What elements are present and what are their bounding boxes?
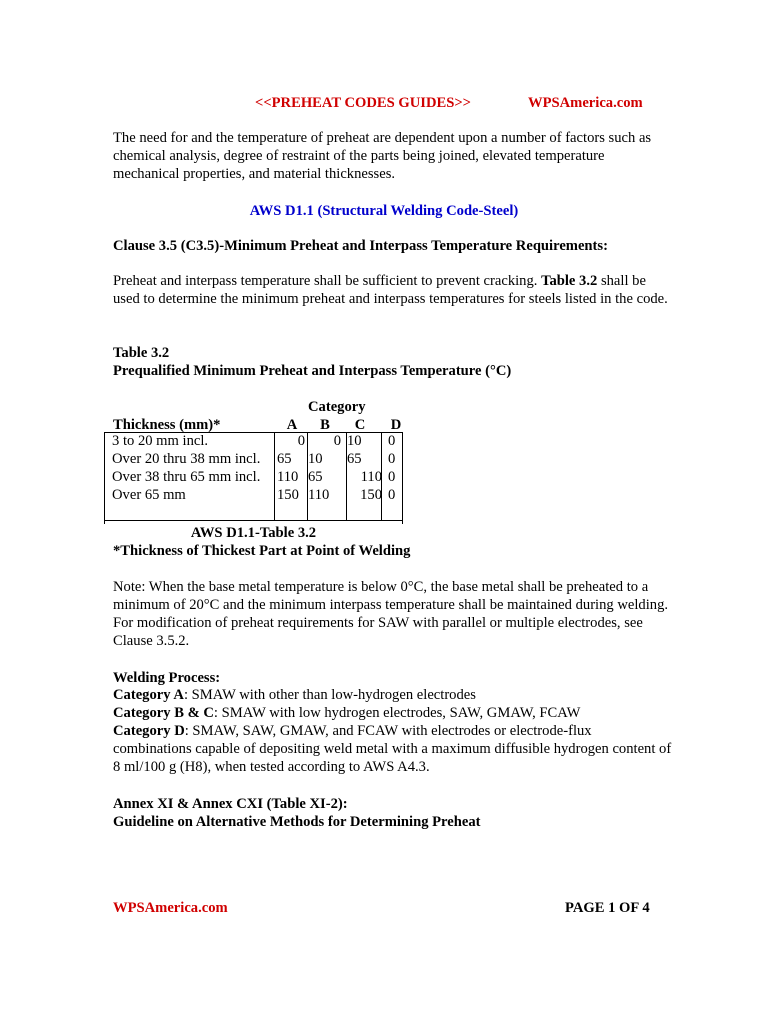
header-site-link[interactable]: WPSAmerica.com: [528, 95, 643, 111]
thickness-header: Thickness (mm)*: [113, 417, 221, 433]
cell-a: 110: [277, 469, 299, 485]
preheat-table-ref: Table 3.2: [541, 273, 598, 289]
clause-heading: Clause 3.5 (C3.5)-Minimum Preheat and Interpass Temperature Requirements:: [113, 238, 608, 254]
preheat-text-before: Preheat and interpass temperature shall be sufficient to prevent cracking.: [113, 273, 542, 289]
table-footnote: *Thickness of Thickest Part at Point of Welding: [113, 543, 411, 559]
column-header-a: A: [286, 417, 298, 433]
footer-site-link[interactable]: WPSAmerica.com: [113, 900, 228, 916]
cell-b: 110: [308, 487, 330, 503]
row-label: Over 20 thru 38 mm incl.: [112, 451, 261, 467]
cell-d: 0: [388, 469, 396, 485]
table-border-bottom: [104, 520, 403, 521]
cell-a: 0: [297, 433, 305, 449]
cell-b: 65: [308, 469, 323, 485]
category-bc-item: [113, 704, 673, 722]
annex-subheading: Guideline on Alternative Methods for Determining Preheat: [113, 814, 481, 830]
category-header: Category: [308, 399, 366, 415]
page-number: PAGE 1 OF 4: [565, 900, 650, 916]
category-a-item: [113, 686, 673, 704]
row-label: Over 38 thru 65 mm incl.: [112, 469, 261, 485]
cell-a: 65: [277, 451, 292, 467]
cell-d: 0: [388, 433, 396, 449]
table-label: Table 3.2: [113, 345, 170, 361]
column-header-d: D: [390, 417, 402, 433]
cell-c: 65: [347, 451, 362, 467]
table-row: [104, 450, 403, 468]
table-row: [104, 486, 403, 504]
category-a-text: : SMAW with other than low-hydrogen electrodes: [183, 687, 476, 703]
table-row: [104, 468, 403, 486]
row-label: Over 65 mm: [112, 487, 186, 503]
table-title: Prequalified Minimum Preheat and Interpass Temperature (°C): [113, 363, 512, 379]
cell-c: 110: [360, 469, 382, 485]
category-a-label: Category A: [113, 687, 184, 703]
category-d-label: Category D: [113, 723, 185, 739]
preheat-table: [104, 432, 403, 524]
table-row: [104, 432, 403, 450]
category-d-text: : SMAW, SAW, GMAW, and FCAW with electrodes or electrode-flux combinations capable of depositing weld metal with a maximum diffusible hydrogen content of 8 ml/100 g (H8), when tested according to AWS A4.3.: [113, 723, 672, 775]
cell-a: 150: [277, 487, 299, 503]
header-title: <<PREHEAT CODES GUIDES>>: [255, 95, 471, 111]
preheat-text-after: shall be used to determine the minimum preheat and interpass temperatures for steels listed in the code.: [113, 273, 668, 307]
row-label: 3 to 20 mm incl.: [112, 433, 209, 449]
note-paragraph: Note: When the base metal temperature is below 0°C, the base metal shall be preheated to a minimum of 20°C and the minimum interpass temperature shall be maintained during welding. For modification of preheat requirements for SAW with parallel or multiple electrodes, see Clause 3.5.2.: [113, 579, 669, 649]
intro-paragraph: The need for and the temperature of preheat are dependent upon a number of factors such as chemical analysis, degree of restraint of the parts being joined, elevated temperature mechanical properties, and material thicknesses.: [113, 130, 652, 182]
category-bc-text: : SMAW with low hydrogen electrodes, SAW, GMAW, FCAW: [213, 705, 581, 721]
aws-section-title: AWS D1.1 (Structural Welding Code-Steel): [249, 203, 519, 219]
category-d-item: [113, 722, 673, 776]
table-caption: AWS D1.1-Table 3.2: [190, 525, 317, 541]
cell-c: 10: [347, 433, 362, 449]
column-header-c: C: [354, 417, 366, 433]
cell-b: 10: [308, 451, 323, 467]
welding-process-heading: Welding Process:: [113, 670, 221, 686]
cell-b: 0: [333, 433, 341, 449]
category-bc-label: Category B & C: [113, 705, 214, 721]
column-header-b: B: [320, 417, 330, 433]
cell-d: 0: [388, 451, 396, 467]
annex-heading: Annex XI & Annex CXI (Table XI-2):: [113, 796, 348, 812]
preheat-paragraph: [113, 272, 673, 308]
cell-c: 150: [360, 487, 382, 503]
cell-d: 0: [388, 487, 396, 503]
